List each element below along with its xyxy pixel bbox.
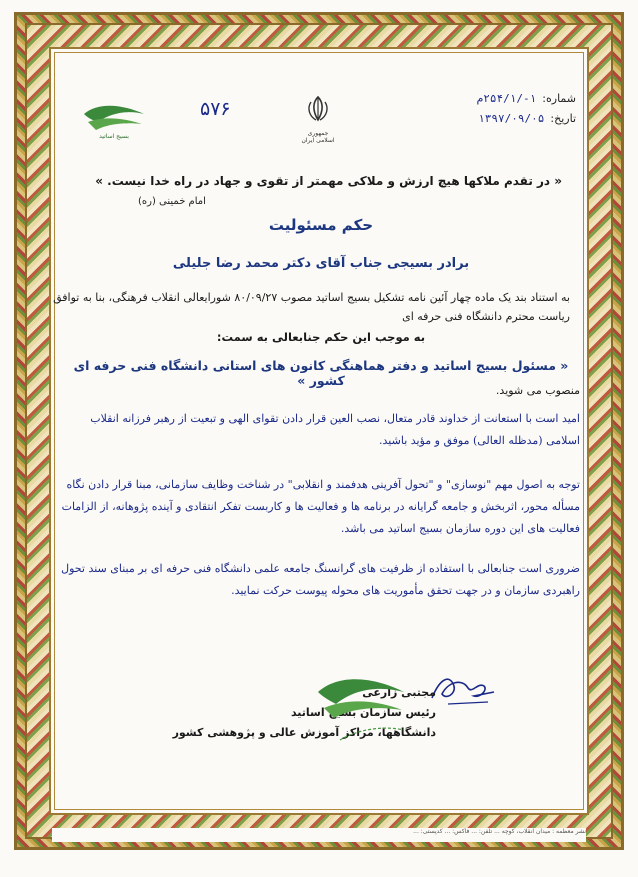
footer-address: نشر معظمه : میدان انقلاب، کوچه ... تلفن: ... فاکس: ... کدپستی: ... <box>52 828 586 842</box>
certificate-content <box>53 68 584 808</box>
document-title: حکم مسئولیت <box>268 216 374 234</box>
closing-paragraph: ضروری است جنابعالی با استفاده از ظرفیت های گرانسنگ جامعه علمی دانشگاه فنی حرفه ای بر مبنای سند تحول راهبردی سازمان و در جهت تحقق مأموریت های محوله پیوست حرکت نمایید. <box>61 562 580 597</box>
appointment-intro: به موجب این حکم جنابعالی به سمت: <box>216 330 426 344</box>
quote-text: « در تقدم ملاکها هیچ ارزش و ملاکی مهمتر از تقوی و جهاد در راه خدا نیست. » <box>95 174 562 188</box>
organization-stamp-logo <box>310 670 410 748</box>
signatory-organization: دانشگاهها، مراکز آموزش عالی و پژوهشی کشور <box>172 726 436 739</box>
signatory-position: رئیس سازمان بسیج اساتید <box>290 706 436 719</box>
number-label: شماره: <box>542 91 576 105</box>
quote-author: امام خمینی (ره) <box>138 196 206 207</box>
date-row <box>446 108 576 128</box>
emblem-icon <box>303 94 333 124</box>
date-label: تاریخ: <box>550 111 576 125</box>
basij-logo-icon <box>78 100 150 142</box>
basis-paragraph: به استناد بند یک ماده چهار آئین نامه تشکیل بسیج اساتید مصوب ۸۰/۰۹/۲۷ شورایعالی انقلاب فرهنگی، بنا به توافق ریاست محترم دانشگاه فنی حرفه ای <box>53 291 570 323</box>
guidance-paragraph: توجه به اصول مهم "نوسازی" و "تحول آفرینی هدفمند و انقلابی" در شناخت وظایف سازمانی، مبنا قرار دادن نگاه مسأله محور، اثربخش و جامعه گرایانه در برنامه ها و فعالیت ها و کاربست تفکر انتقادی و آینده پژوهانه، از الزامات فعالیت های این دوره سازمان بسیج اساتید می باشد. <box>61 478 580 535</box>
number-row <box>446 88 576 108</box>
document-meta <box>446 88 576 128</box>
appointed-text: منصوب می شوید. <box>495 384 580 397</box>
handwritten-signature <box>428 668 498 712</box>
emblem-caption: جمهوری اسلامی ایران <box>301 130 335 144</box>
national-emblem <box>298 94 338 146</box>
appointed-post: « مسئول بسیج اساتید و دفتر هماهنگی کانون های استانی دانشگاه فنی حرفه ای کشور » <box>73 358 569 388</box>
handwritten-number: ۵۷۶ <box>200 98 231 120</box>
date-value: ۱۳۹۷/۰۹/۰۵ <box>478 111 545 125</box>
hope-paragraph: امید است با استعانت از خداوند قادر متعال، نصب العین قرار دادن تقوای الهی و تبعیت از رهبر فرزانه انقلاب اسلامی (مدظله العالی) موفق و مؤید باشید. <box>90 412 580 447</box>
number-value: ۱-/۲۵۴/۱م <box>476 91 537 105</box>
recipient-name: برادر بسیجی جناب آقای دکتر محمد رضا جلیلی <box>172 256 470 271</box>
signatory-name: مجتبی زارعی <box>362 686 436 699</box>
svg-text:بسیج اساتید: بسیج اساتید <box>99 133 129 140</box>
